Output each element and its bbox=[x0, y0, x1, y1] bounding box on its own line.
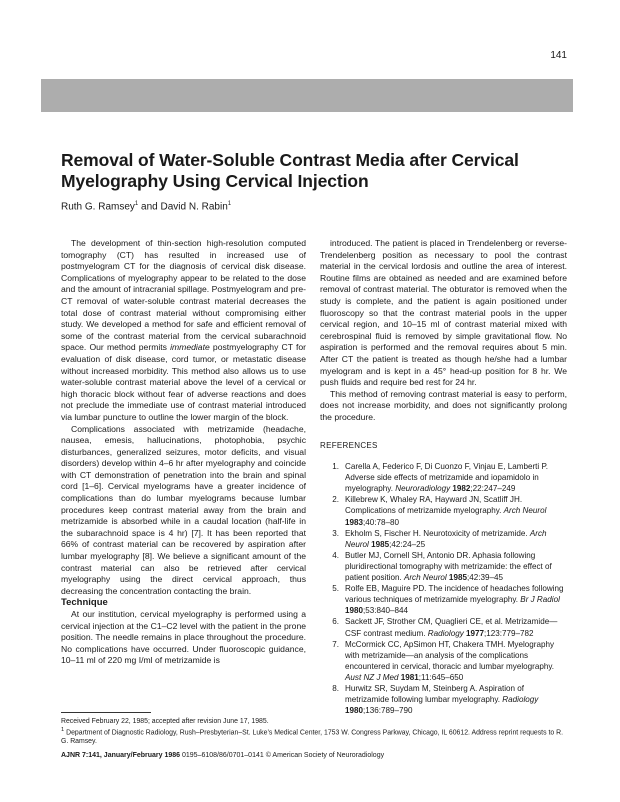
reference-item bbox=[320, 461, 567, 494]
reference-text bbox=[345, 616, 567, 638]
footnote-divider bbox=[61, 712, 151, 713]
reference-text bbox=[345, 550, 567, 583]
conclusion-paragraph: This method of removing contrast material is easy to perform, does not increase morbidity, and does not significantly prolong the procedure. bbox=[320, 388, 567, 422]
reference-text bbox=[345, 583, 567, 616]
reference-authors-title: Hurwitz SR, Suydam M, Steinberg A. Aspiration of metrizamide following lumbar myelography. bbox=[345, 683, 525, 705]
reference-volume-pages: ;136:789–790 bbox=[363, 706, 413, 716]
reference-item bbox=[320, 550, 567, 583]
reference-journal: Arch Neurol bbox=[345, 528, 547, 549]
reference-number: 1. bbox=[332, 462, 339, 472]
reference-year: 1981 bbox=[398, 672, 419, 682]
reference-number: 2. bbox=[332, 495, 339, 505]
reference-authors-title: McCormick CC, ApSimon HT, Chakera TMH. Myelography with metrizamide—an analysis of the complications encountered in cervical, thoracic and lumbar myelography. bbox=[345, 639, 555, 671]
authors bbox=[61, 201, 231, 212]
reference-volume-pages: ;22:247–249 bbox=[470, 484, 516, 494]
author-2: David N. Rabin bbox=[160, 201, 228, 213]
reference-volume-pages: ;42:39–45 bbox=[466, 573, 503, 583]
right-column bbox=[320, 238, 567, 716]
left-column bbox=[61, 238, 306, 667]
page-number: 141 bbox=[550, 50, 567, 61]
footnotes bbox=[61, 717, 567, 747]
reference-authors-title: Rolfe EB, Maguire PD. The incidence of headaches following various techniques of metrizamide myelography. bbox=[345, 584, 564, 605]
reference-text bbox=[345, 494, 567, 527]
reference-journal: Radiology bbox=[427, 628, 464, 638]
intro-paragraph bbox=[61, 238, 306, 424]
reference-authors-title: Killebrew K, Whaley RA, Hayward JN, Scatliff JH. Complications of metrizamide myelography. bbox=[345, 495, 523, 516]
reference-journal: Radiology bbox=[502, 695, 539, 705]
author-2-affiliation-mark: 1 bbox=[227, 201, 232, 207]
reference-journal: Br J Radiol bbox=[520, 595, 560, 605]
reference-authors-title: Carella A, Federico F, Di Cuonzo F, Vinjau E, Lamberti P. Adverse side effects of metrizamide and iopamidolo in myelography. bbox=[345, 462, 549, 494]
reference-volume-pages: ;40:78–80 bbox=[363, 517, 400, 527]
technique-continued-paragraph: introduced. The patient is placed in Trendelenberg or reverse-Trendelenberg position as necessary to pool the contrast material in the cervical lordosis and outline the area of interest. Routine films are obtained as needed and are examined before removal of contrast material. The obturator is removed when the study is complete, and the patient is again positioned under fluoroscopy so that the contrast material pools in the upper cervical region, and 10–15 ml of contrast material mixed with cerebrospinal fluid is removed by simple gravitational flow. No aspiration is performed and the removal requires about 5 min. After CT the patient is treated as though he/she had a lumbar myelogram and is kept in a 45° head-up position for 8 hr. We push fluids and require bed rest for 24 hr. bbox=[320, 238, 567, 388]
reference-number: 8. bbox=[332, 683, 339, 693]
reference-text bbox=[345, 528, 567, 550]
journal-issn-copyright: 0195–6108/86/0701–0141 © American Society of Neuroradiology bbox=[180, 752, 385, 759]
reference-year: 1985 bbox=[368, 539, 390, 549]
reference-text bbox=[345, 639, 567, 683]
reference-authors-title: Ekholm S, Fischer H. Neurotoxicity of metrizamide. bbox=[345, 528, 530, 538]
reference-list bbox=[320, 461, 567, 716]
reference-item bbox=[320, 639, 567, 683]
affiliation-note bbox=[61, 726, 567, 746]
reference-item bbox=[320, 528, 567, 550]
reference-item bbox=[320, 616, 567, 638]
reference-volume-pages: ;53:840–844 bbox=[363, 606, 409, 616]
reference-authors-title: Butler MJ, Cornell SH, Antonio DR. Aphasia following pluridirectional tomography with metrizamide: the effect of patient position. bbox=[345, 550, 552, 583]
reference-authors-title: Sackett JF, Strother CM, Quaglieri CE, et al. Metrizamide—CSF contrast medium. bbox=[345, 617, 558, 638]
references-heading: REFERENCES bbox=[320, 440, 378, 450]
reference-number: 3. bbox=[332, 528, 339, 538]
reference-item bbox=[320, 683, 567, 716]
reference-journal: Neuroradiology bbox=[395, 484, 451, 494]
intro-text-run: postmyelography CT for evaluation of disk disease, cord tumor, or metastatic disease without increased morbidity. This method also allows us to use water-soluble contrast material above the level of a cervical or high thoracic block without fear of adverse reactions and does not preclude the immediate use of contrast material introduced via lumbar puncture to outline the lower margin of the block. bbox=[61, 342, 306, 422]
reference-year: 1980 bbox=[345, 706, 364, 716]
reference-year: 1985 bbox=[446, 573, 467, 583]
author-conjunction: and bbox=[138, 201, 161, 213]
reference-number: 5. bbox=[332, 584, 339, 594]
intro-emphasis: immediate bbox=[170, 342, 210, 353]
author-1-affiliation-mark: 1 bbox=[134, 201, 139, 207]
reference-item bbox=[320, 583, 567, 616]
reference-item bbox=[320, 494, 567, 527]
reference-volume-pages: ;11:645–650 bbox=[418, 672, 464, 682]
reference-year: 1980 bbox=[345, 606, 364, 616]
reference-volume-pages: ;42:24–25 bbox=[389, 539, 426, 549]
reference-text bbox=[345, 683, 567, 716]
reference-number: 4. bbox=[332, 550, 339, 560]
author-1: Ruth G. Ramsey bbox=[61, 201, 135, 213]
technique-paragraph: At our institution, cervical myelography is performed using a cervical injection at the C1–C2 level with the patient in the prone position. The needle remains in place throughout the procedure. No complications have occurred. Under fluoroscopic guidance, 10–11 ml of 220 mg I/ml of metrizamide is bbox=[61, 609, 306, 666]
reference-year: 1982 bbox=[450, 484, 471, 494]
reference-year: 1977 bbox=[463, 628, 485, 638]
received-note: Received February 22, 1985; accepted after revision June 17, 1985. bbox=[61, 718, 269, 725]
article-title: Removal of Water-Soluble Contrast Media after Cervical Myelography Using Cervical Injection bbox=[61, 150, 519, 191]
reference-number: 6. bbox=[332, 617, 339, 627]
reference-year: 1983 bbox=[345, 517, 364, 527]
reference-text bbox=[345, 461, 567, 494]
journal-citation: AJNR 7:141, January/February 1986 bbox=[61, 752, 181, 759]
affiliation-mark: 1 bbox=[61, 727, 65, 734]
header-banner bbox=[41, 79, 573, 112]
reference-journal: Arch Neurol bbox=[403, 573, 447, 583]
reference-number: 7. bbox=[332, 639, 339, 649]
journal-citation-line bbox=[61, 752, 384, 759]
reference-journal: Aust NZ J Med bbox=[345, 672, 399, 682]
complications-paragraph: Complications associated with metrizamide (headache, nausea, emesis, hallucinations, photophobia, psychic disturbances, generalized seizures, motor deficits, and visual disorders) develop within 4–6 hr after myelography and coincide with CT demonstration of penetration into the brain and spinal cord [1–6]. Cervical myelograms have a greater incidence of complications than do lumbar myelograms because lumbar procedures keep contrast material away from the brain and metrizamide is absorbed while in a caudal location (half-life in the subarachnoid space is 4 hr) [7]. It has been reported that 66% of contrast material can be recovered by aspiration after lumbar myelography [8]. We believe a significant amount of the contrast material can also be retrieved after cervical myelography using the direct cervical approach, thus decreasing the concentration contacting the brain. bbox=[61, 423, 306, 596]
reference-journal: Arch Neurol bbox=[503, 506, 547, 516]
reference-volume-pages: ;123:779–782 bbox=[484, 628, 534, 638]
intro-text-run: The development of thin-section high-resolution computed tomography (CT) has resulted in increased use of postmyelogram CT for the diagnosis of cervical disk disease. Complications of myelography appear to be related to the dose and the amount of intracranial spillage. Postmyelogram and pre-CT removal of water-soluble contrast material decreases the total dose of contrast material without compromising either study. We developed a method for safe and efficient removal of some of the contrast material from the cervical subarachnoid space. Our method permits bbox=[61, 238, 306, 353]
technique-heading: Technique bbox=[61, 597, 108, 609]
affiliation-text: Department of Diagnostic Radiology, Rush–Presbyterian–St. Luke’s Medical Center, 1753 W. Congress Parkway, Chicago, IL 60612. Address reprint requests to R. G. Ramsey. bbox=[61, 729, 564, 746]
